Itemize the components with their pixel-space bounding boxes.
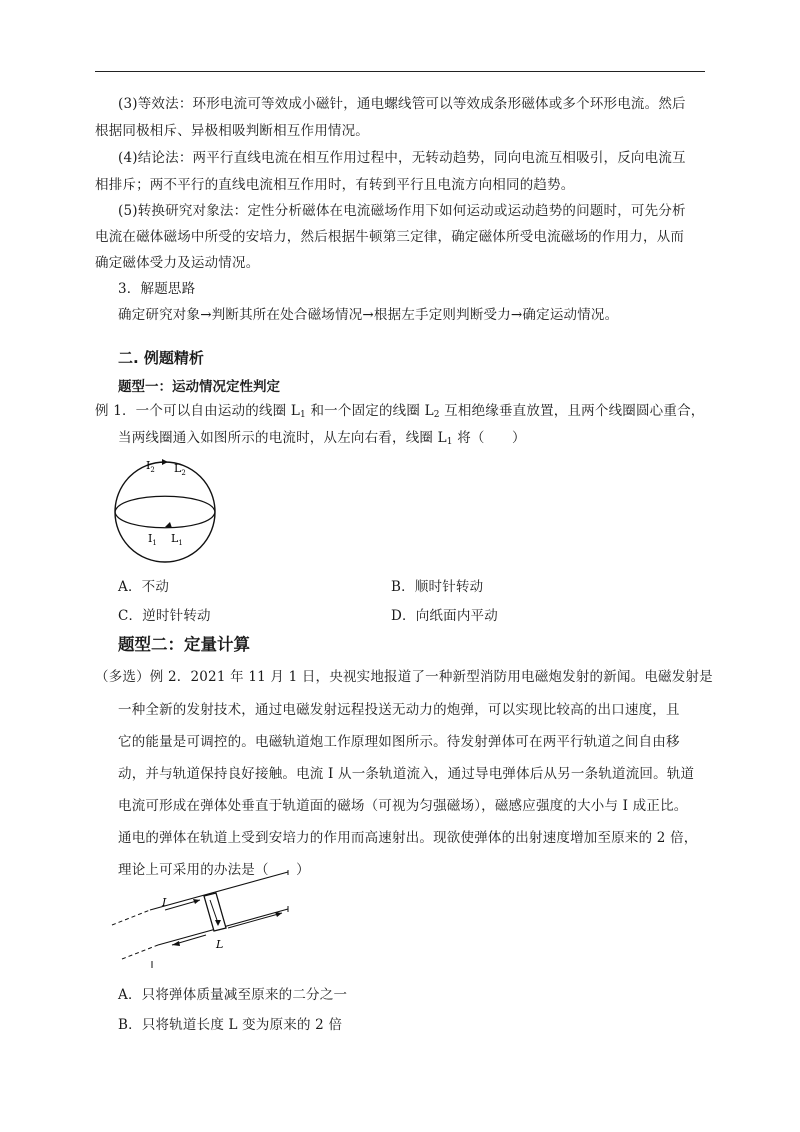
rail-upper-dashed [112,910,150,925]
current-in-arrowhead [193,899,200,904]
example-2-line-4: 动，并与轨道保持良好接触。电流 I 从一条轨道流入，通过导电弹体后从另一条轨道流回。轨道 [118,766,695,782]
label-l2: $L_2$ [174,462,186,477]
section-2-heading: 二. 例题精析 [118,349,204,367]
example-2-railgun-figure [110,870,300,970]
label-i2: $I_2$ [146,459,155,474]
approach-title: 3．解题思路 [118,281,196,297]
coil-l2-circle [115,462,215,562]
example-2-line-5: 电流可形成在弹体处垂直于轨道面的磁场（可视为匀强磁场），磁感应强度的大小与 I 成正比。 [118,798,688,814]
example-1-option-c: C．逆时针转动 [118,608,211,624]
example-1-line-2: 当两线圈通入如图所示的电流时，从左向右看，线圈 $L_1$ 将（ ） [118,430,526,447]
example-2-line-1: （多选）例 2．2021 年 11 月 1 日，央视实地报道了一种新型消防用电磁炮发射的新闻。电磁发射是 [95,669,713,685]
method-4-line-1: (4)结论法：两平行直线电流在相互作用过程中，无转动趋势，同向电流互相吸引，反向电流互 [118,150,686,166]
example-1-option-a: A．不动 [118,579,170,595]
label-length-l: L [216,938,224,951]
example-2-line-2: 一种全新的发射技术，通过电磁发射远程投送无动力的炮弹，可以实现比较高的出口速度，且 [118,702,680,718]
example-2-option-a: A．只将弹体质量减至原来的二分之一 [118,987,348,1003]
example-1-coil-figure [108,455,218,565]
question-type-1-heading: 题型一：运动情况定性判定 [118,379,280,395]
method-3-line-2: 根据同极相斥、异极相吸判断相互作用情况。 [95,123,369,139]
example-2-line-6: 通电的弹体在轨道上受到安培力的作用而高速射出。现欲使弹体的出射速度增加至原来的 2 倍， [118,830,698,846]
projectile [204,893,226,931]
example-2-line-7: 理论上可采用的办法是（ ） [118,862,310,878]
label-current-i: I [162,896,167,909]
label-l1: $L_1$ [171,532,183,547]
example-2-option-b: B．只将轨道长度 L 变为原来的 2 倍 [118,1017,343,1033]
example-2-line-3: 它的能量是可调控的。电磁轨道炮工作原理如图所示。待发射弹体可在两平行轨道之间自由移 [118,734,680,750]
approach-text: 确定研究对象→判断其所在处合磁场情况→根据左手定则判断受力→确定运动情况。 [118,307,619,323]
label-i1: $I_1$ [148,532,157,547]
header-rule [95,71,705,72]
method-4-line-2: 相排斥；两不平行的直线电流相互作用时，有转到平行且电流方向相同的趋势。 [95,177,575,193]
length-l-arrow [228,913,282,928]
method-5-line-3: 确定磁体受力及运动情况。 [95,255,260,271]
method-5-line-1: (5)转换研究对象法：定性分析磁体在电流磁场作用下如何运动或运动趋势的问题时，可先分析 [118,203,686,219]
question-type-2-heading: 题型二：定量计算 [118,635,250,654]
method-5-line-2: 电流在磁体磁场中所受的安培力，然后根据牛顿第三定律，确定磁体所受电流磁场的作用力，从而 [95,229,685,245]
example-1-option-b: B．顺时针转动 [391,579,484,595]
example-1-option-d: D．向纸面内平动 [391,608,498,624]
current-arrow-l2 [162,459,168,465]
length-l-arrowhead [275,912,282,917]
example-1-line-1: 例 1．一个可以自由运动的线圈 $L_1$ 和一个固定的线圈 $L_2$ 互相绝缘垂直放置，且两个线圈圆心重合， [95,403,705,420]
rail-lower-dashed [122,945,158,959]
current-out-arrowhead [172,941,180,946]
method-3-line-1: (3)等效法：环形电流可等效成小磁针，通电螺线管可以等效成条形磁体或多个环形电流。然后 [118,96,686,112]
coil-l1-back-arc [115,496,215,512]
current-arrow-l1 [165,522,172,528]
coil-l1-front-arc [115,512,215,528]
